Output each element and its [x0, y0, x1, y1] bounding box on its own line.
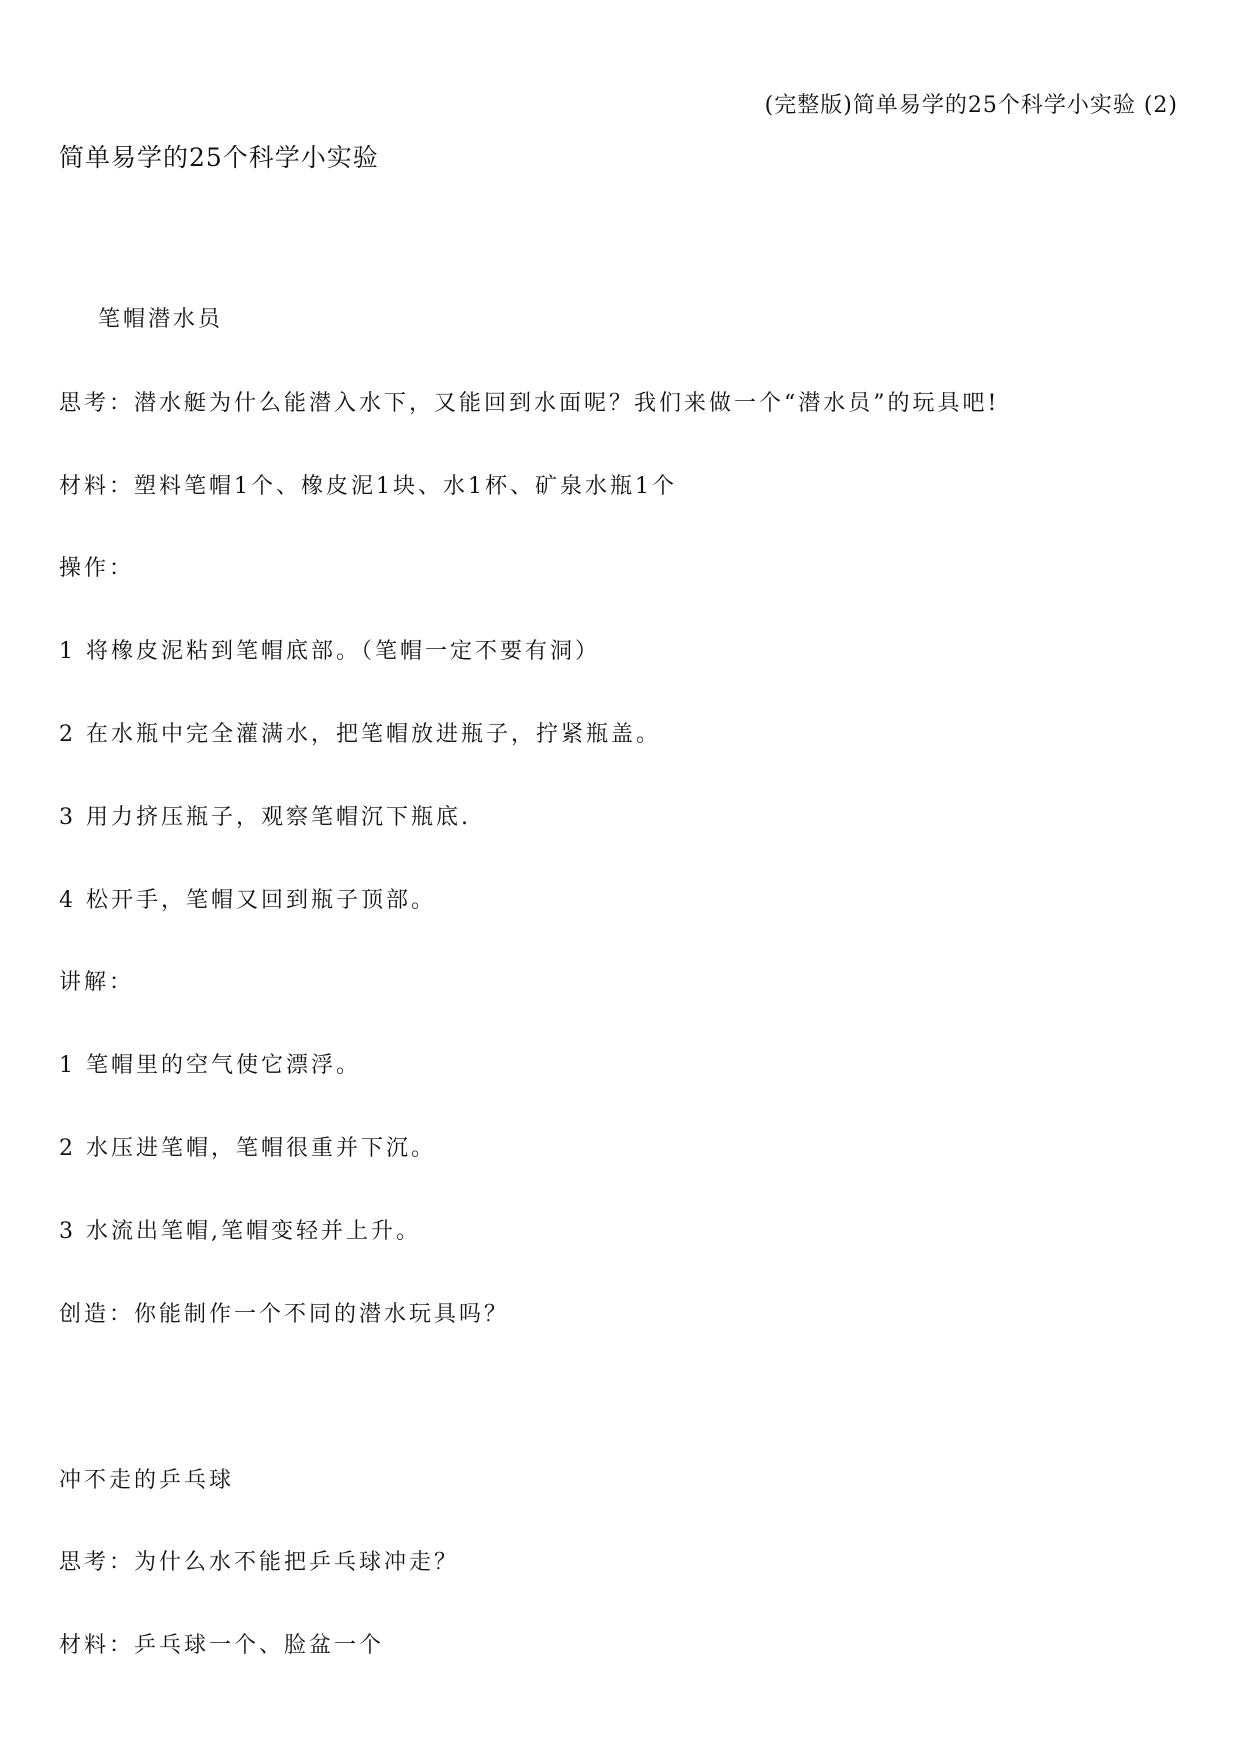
think-paragraph: 思考：为什么水不能把乒乓球冲走？ — [59, 1550, 460, 1575]
explanation-item: 2 水压进笔帽，笔帽很重并下沉。 — [59, 1136, 436, 1161]
create-paragraph: 创造：你能制作一个不同的潜水玩具吗？ — [59, 1302, 510, 1327]
materials-paragraph: 材料：塑料笔帽1个、橡皮泥1块、水1杯、矿泉水瓶1个 — [59, 474, 677, 499]
explanation-item: 3 水流出笔帽,笔帽变轻并上升。 — [59, 1219, 421, 1244]
explain-label: 讲解： — [59, 970, 135, 995]
explanation-item: 1 笔帽里的空气使它漂浮。 — [59, 1053, 361, 1078]
experiment-heading: 冲不走的乒乓球 — [59, 1468, 235, 1493]
operation-label: 操作： — [59, 556, 135, 581]
step-item: 1 将橡皮泥粘到笔帽底部。（笔帽一定不要有洞） — [59, 639, 600, 664]
document-title: 简单易学的25个科学小实验 — [59, 143, 379, 172]
step-item: 2 在水瓶中完全灌满水，把笔帽放进瓶子，拧紧瓶盖。 — [59, 722, 661, 747]
running-header: (完整版)简单易学的25个科学小实验 (2) — [764, 93, 1178, 118]
step-item: 4 松开手，笔帽又回到瓶子顶部。 — [59, 888, 436, 913]
think-paragraph: 思考：潜水艇为什么能潜入水下，又能回到水面呢？我们来做一个“潜水员”的玩具吧! — [59, 391, 1000, 416]
materials-paragraph: 材料：乒乓球一个、脸盆一个 — [59, 1633, 385, 1658]
experiment-heading: 笔帽潜水员 — [98, 307, 224, 332]
step-item: 3 用力挤压瓶子，观察笔帽沉下瓶底. — [59, 805, 471, 830]
